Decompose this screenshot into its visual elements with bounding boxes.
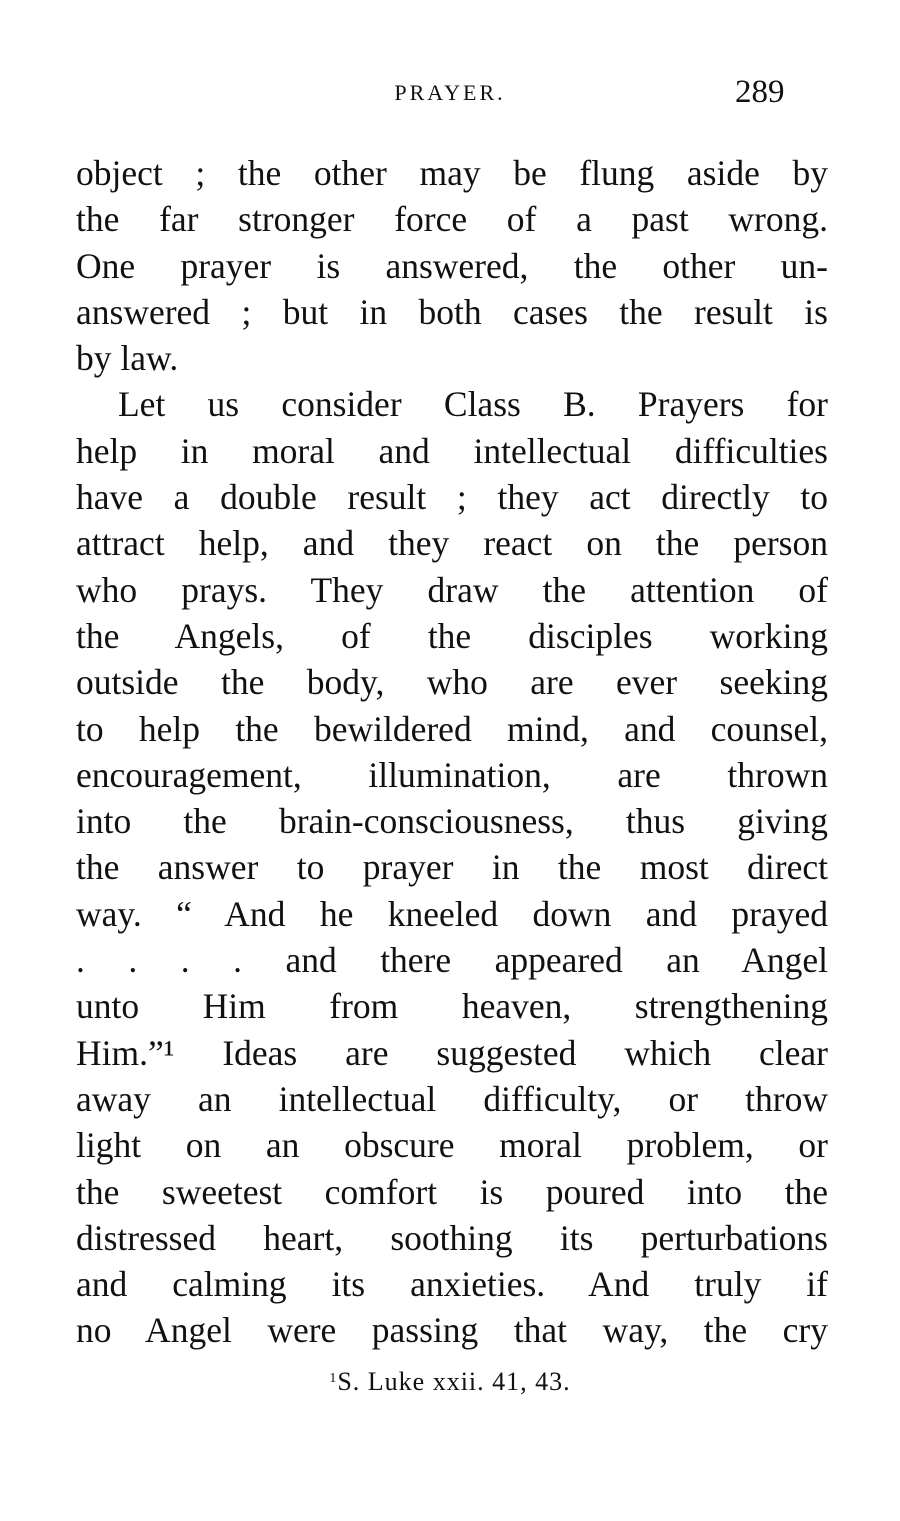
text-line: the far stronger force of a past wrong. [76, 199, 828, 240]
text-line: . . . . and there appeared an Angel [76, 940, 828, 981]
text-line: outside the body, who are ever seeking [76, 662, 828, 703]
text-line: unto Him from heaven, strengthening [76, 986, 828, 1027]
text-line: who prays. They draw the attention of [76, 569, 828, 610]
text-line: answered ; but in both cases the result is [76, 291, 828, 332]
text-line: the Angels, of the disciples working [76, 615, 828, 656]
text-line: no Angel were passing that way, the cry [76, 1310, 828, 1351]
text-line: Him.”¹ Ideas are suggested which clear [76, 1032, 828, 1073]
text-line: and calming its anxieties. And truly if [76, 1264, 828, 1305]
footnote [0, 1367, 900, 1397]
text-line: Let us consider Class B. Prayers for [118, 384, 828, 425]
text-line: attract help, and they react on the person [76, 523, 828, 564]
text-line: have a double result ; they act directly to [76, 477, 828, 518]
body-text [76, 150, 828, 1354]
text-line: the sweetest comfort is poured into the [76, 1171, 828, 1212]
text-line: away an intellectual difficulty, or throw [76, 1078, 828, 1119]
text-line: object ; the other may be flung aside by [76, 153, 828, 193]
footnote-marker: 1 [329, 1371, 338, 1386]
text-line: distressed heart, soothing its perturbations [76, 1217, 828, 1258]
text-line: One prayer is answered, the other un- [76, 245, 828, 286]
text-line: the answer to prayer in the most direct [76, 847, 828, 888]
text-line: to help the bewildered mind, and counsel, [76, 708, 828, 749]
text-line: encouragement, illumination, are thrown [76, 754, 828, 795]
footnote-text: S. Luke xxii. 41, 43. [337, 1367, 571, 1396]
header-title: PRAYER. [394, 80, 506, 105]
text-line: light on an obscure moral problem, or [76, 1125, 828, 1166]
text-line: help in moral and intellectual difficulties [76, 430, 828, 471]
text-line: way. “ And he kneeled down and prayed [76, 893, 828, 934]
text-line: into the brain-consciousness, thus giving [76, 801, 828, 842]
text-line: by law. [76, 338, 179, 379]
page-number: 289 [735, 74, 785, 110]
